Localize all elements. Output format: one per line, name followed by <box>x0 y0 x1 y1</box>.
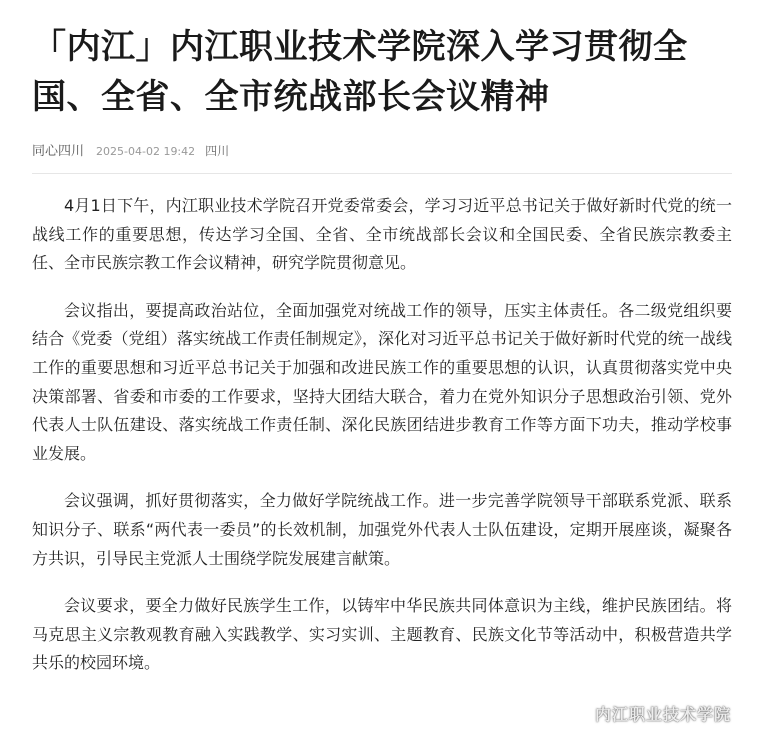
page-title: 「内江」内江职业技术学院深入学习贯彻全国、全省、全市统战部长会议精神 <box>32 27 688 117</box>
paragraph-1: 4月1日下午，内江职业技术学院召开党委常委会，学习习近平总书记关于做好新时代党的统一战线工作的重要思想，传达学习全国、全省、全市统战部长会议和全国民委、全省民族宗教委主任、全市民族宗教工作会议精神，研究学院贯彻意见。 <box>32 196 732 273</box>
article-time: 2025-04-02 19:42 <box>96 145 196 158</box>
watermark: 内江职业技术学院 <box>594 705 731 724</box>
article-source[interactable]: 同心四川 <box>32 144 85 159</box>
article-meta <box>32 140 732 159</box>
paragraph-4: 会议要求，要全力做好民族学生工作，以铸牢中华民族共同体意识为主线，维护民族团结。将马克思主义宗教观教育融入实践教学、实习实训、主题教育、民族文化节等活动中，积极营造共学共乐的校园环境。 <box>32 596 732 673</box>
paragraph-2: 会议指出，要提高政治站位，全面加强党对统战工作的领导，压实主体责任。各二级党组织要结合《党委（党组）落实统战工作责任制规定》，深化对习近平总书记关于做好新时代党的统一战线工作的重要思想和习近平总书记关于加强和改进民族工作的重要思想的认识，认真贯彻落实党中央决策部署、省委和市委的工作要求，坚持大团结大联合，着力在党外知识分子思想政治引领、党外代表人士队伍建设、落实统战工作责任制、深化民族团结进步教育工作等方面下功夫，推动学校事业发展。 <box>32 300 732 463</box>
article-body <box>32 192 732 678</box>
article <box>32 22 732 697</box>
article-region: 四川 <box>205 144 230 158</box>
paragraph-3: 会议强调，抓好贯彻落实，全力做好学院统战工作。进一步完善学院领导干部联系党派、联系知识分子、联系“两代表一委员”的长效机制，加强党外代表人士队伍建设，定期开展座谈，凝聚各方共识，引导民主党派人士围绕学院发展建言献策。 <box>32 491 732 568</box>
divider <box>32 173 732 174</box>
